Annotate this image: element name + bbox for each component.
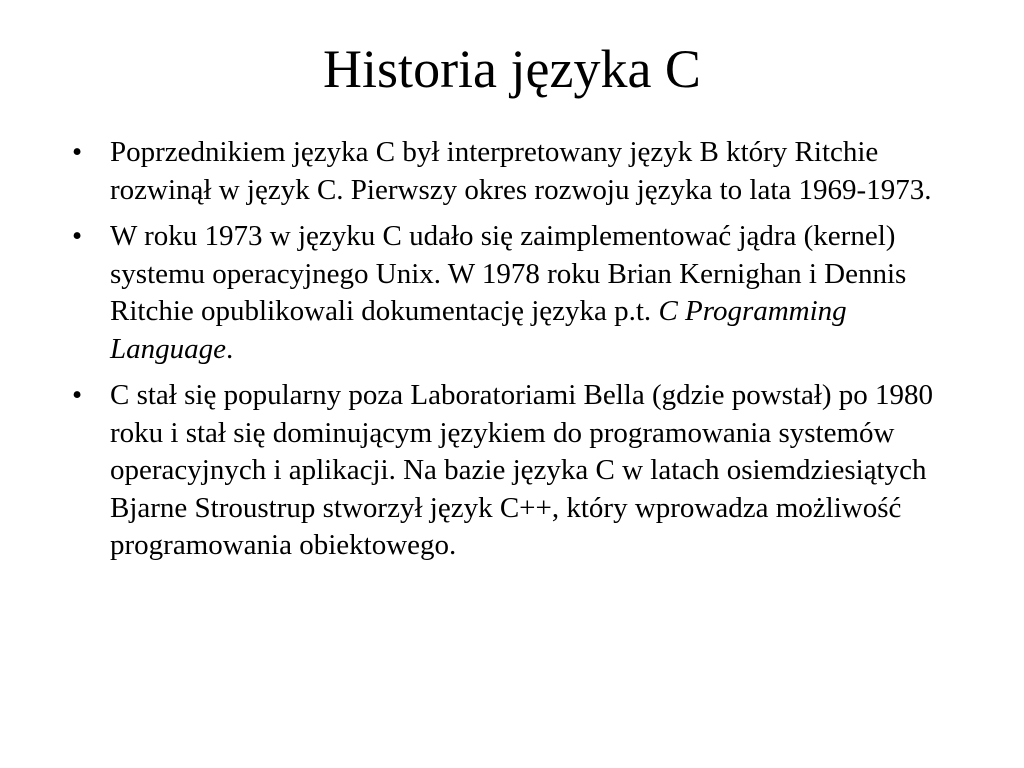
bullet-text: W roku 1973 w języku C udało się zaimplementować jądra (kernel) systemu operacyjnego Unix. W 1978 roku Brian Kernighan i Dennis Ritchie opublikowali dokumentację języka p.t. [110,220,907,327]
bullet-icon: • [72,220,83,252]
bullet-text: C stał się popularny poza Laboratoriami Bella (gdzie powstał) po 1980 roku i stał się dominującym językiem do programowania systemów operacyjnych i aplikacji. Na bazie języka C w latach osiemdziesiątych Bjarne Stroustrup stworzył język C++, który wprowadza możliwość programowania obiektowego. [110,379,934,561]
bullet-icon: • [72,379,83,411]
bullet-item [72,218,972,368]
book-title: C Programming Language [110,295,847,365]
bullet-item [72,377,972,565]
bullet-text: Poprzednikiem języka C był interpretowany język B który Ritchie rozwinął w język C. Pierwszy okres rozwoju języka to lata 1969-1973. [110,136,932,206]
bullet-list [72,134,972,574]
slide-title: Historia języka C [323,39,701,99]
bullet-text-end: . [226,332,234,365]
bullet-item [72,134,972,209]
bullet-icon: • [72,136,83,168]
